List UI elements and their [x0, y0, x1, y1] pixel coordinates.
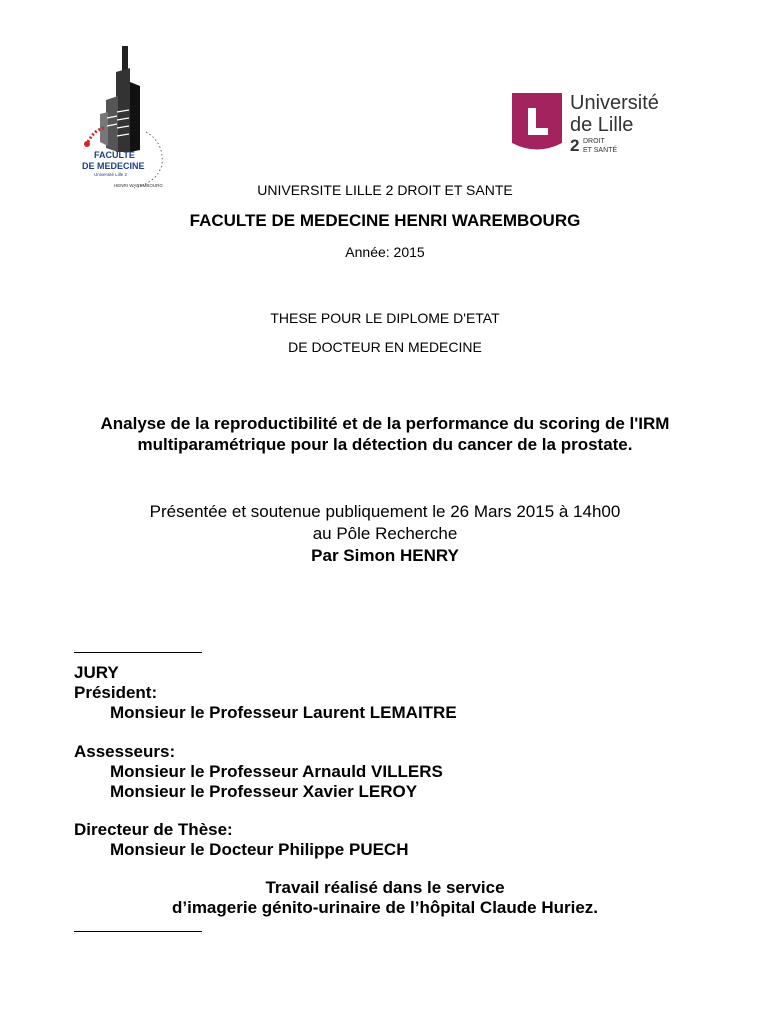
ulille-logo-num: 2	[570, 136, 580, 155]
ulille-logo-graphic	[512, 88, 692, 158]
jury-section	[74, 663, 457, 860]
presentation	[0, 501, 770, 567]
presentation-line2: au Pôle Recherche	[312, 524, 458, 543]
ulille-logo-line1: Université	[570, 92, 659, 114]
assessor-name: Monsieur le Professeur Arnauld VILLERS	[110, 762, 443, 781]
assessors-label: Assesseurs:	[74, 742, 176, 761]
director-label: Directeur de Thèse:	[74, 820, 233, 839]
work-line1: Travail réalisé dans le service	[265, 878, 505, 897]
work-line2: d’imagerie génito-urinaire de l’hôpital Claude Huriez.	[171, 898, 598, 917]
divider-top	[74, 652, 202, 653]
faculty-logo-line2: DE MEDECINE	[82, 161, 145, 171]
thesis-title	[0, 413, 770, 455]
thesis-degree-line2: DE DOCTEUR EN MEDECINE	[288, 339, 482, 355]
thesis-degree-line1: THESE POUR LE DIPLOME D'ETAT	[270, 310, 500, 326]
faculty-logo-ring: HENRI WAREMBOURG	[114, 183, 163, 188]
work-location	[0, 878, 770, 918]
thesis-title-line1: Analyse de la reproductibilité et de la performance du scoring de l'IRM	[100, 414, 670, 433]
faculty-logo-line1: FACULTE	[94, 150, 135, 160]
faculty-logo-sub: Université Lille 2	[94, 172, 128, 177]
university-name: UNIVERSITE LILLE 2 DROIT ET SANTE	[257, 182, 513, 198]
jury-heading: JURY	[74, 663, 119, 682]
director-name: Monsieur le Docteur Philippe PUECH	[110, 840, 409, 859]
assessor-name: Monsieur le Professeur Xavier LEROY	[110, 782, 418, 801]
faculty-name: FACULTE DE MEDECINE HENRI WAREMBOURG	[189, 211, 581, 230]
faculty-logo	[74, 42, 174, 192]
ulille-logo-sub1: DROIT	[583, 138, 605, 145]
year: Année: 2015	[345, 244, 425, 260]
divider-bottom	[74, 931, 202, 932]
ulille-logo	[512, 88, 692, 158]
president-name: Monsieur le Professeur Laurent LEMAITRE	[110, 703, 457, 722]
presentation-line1: Présentée et soutenue publiquement le 26 Mars 2015 à 14h00	[149, 502, 621, 521]
president-label: Président:	[74, 683, 158, 702]
author: Par Simon HENRY	[311, 546, 459, 565]
ulille-logo-line2: de Lille	[570, 114, 634, 136]
ulille-logo-sub2: ET SANTÉ	[583, 147, 618, 154]
thesis-title-line2: multiparamétrique pour la détection du cancer de la prostate.	[137, 435, 633, 454]
faculty-logo-graphic	[74, 42, 174, 192]
